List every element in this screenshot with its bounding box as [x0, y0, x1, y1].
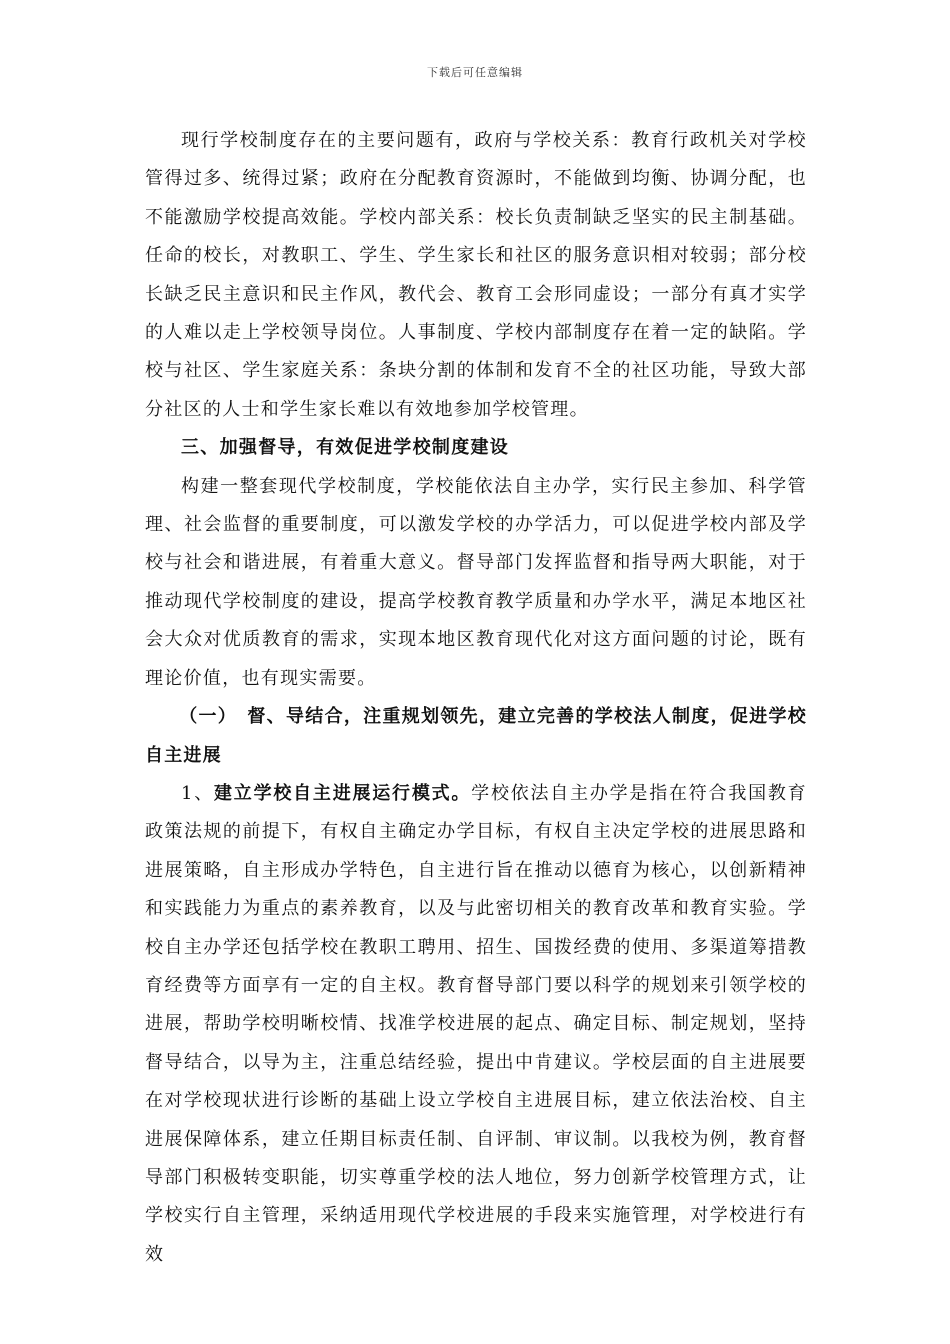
section-heading-three: 三、加强督导，有效促进学校制度建设 [181, 437, 510, 459]
item-body-text: 学校依法自主办学是指在符合我国教育政策法规的前提下，有权自主确定办学目标，有权自主决定学校的进展思路和进展策略，自主形成办学特色，自主进行旨在推动以德育为核心，以创新精神和实践能力为重点的素养教育，以及与此密切相关的教育改革和教育实验。学校自主办学还包括学校在教职工聘用、招生、国拨经费的使用、多渠道筹措教育经费等方面享有一定的自主权。教育督导部门要以科学的规划来引领学校的进展，帮助学校明晰校情、找准学校进展的起点、确定目标、制定规划，坚持督导结合，以导为主，注重总结经验，提出中肯建议。学校层面的自主进展要在对学校现状进行诊断的基础上设立学校自主进展目标，建立依法治校、自主进展保障体系，建立任期目标责任制、自评制、审议制。以我校为例，教育督导部门积极转变职能，切实尊重学校的法人地位，努力创新学校管理方式，让学校实行自主管理，采纳适用现代学校进展的手段来实施管理，对学校进行有效 [145, 782, 807, 1265]
paragraph-item-one [145, 775, 807, 1274]
document-body [145, 122, 807, 1274]
item-lead-sentence: 建立学校自主进展运行模式。 [214, 782, 472, 804]
item-number: 1、 [181, 782, 215, 804]
paragraph-problems: 现行学校制度存在的主要问题有，政府与学校关系：教育行政机关对学校管得过多、统得过紧；政府在分配教育资源时，不能做到均衡、协调分配，也不能激励学校提高效能。学校内部关系：校长负责制缺乏坚实的民主制基础。任命的校长，对教职工、学生、学生家长和社区的服务意识相对较弱；部分校长缺乏民主意识和民主作风，教代会、教育工会形同虚设；一部分有真才实学的人难以走上学校领导岗位。人事制度、学校内部制度存在着一定的缺陷。学校与社区、学生家庭关系：条块分割的体制和发育不全的社区功能，导致大部分社区的人士和学生家长难以有效地参加学校管理。 [145, 130, 807, 420]
page-header: 下载后可任意编辑 [427, 66, 523, 79]
paragraph-significance: 构建一整套现代学校制度，学校能依法自主办学，实行民主参加、科学管理、社会监督的重要制度，可以激发学校的办学活力，可以促进学校内部及学校与社会和谐进展，有着重大意义。督导部门发挥监督和指导两大职能，对于推动现代学校制度的建设，提高学校教育教学质量和办学水平，满足本地区社会大众对优质教育的需求，实现本地区教育现代化对这方面问题的讨论，既有理论价值，也有现实需要。 [145, 475, 807, 689]
subsection-heading-one: （一） 督、导结合，注重规划领先，建立完善的学校法人制度，促进学校自主进展 [145, 706, 807, 766]
